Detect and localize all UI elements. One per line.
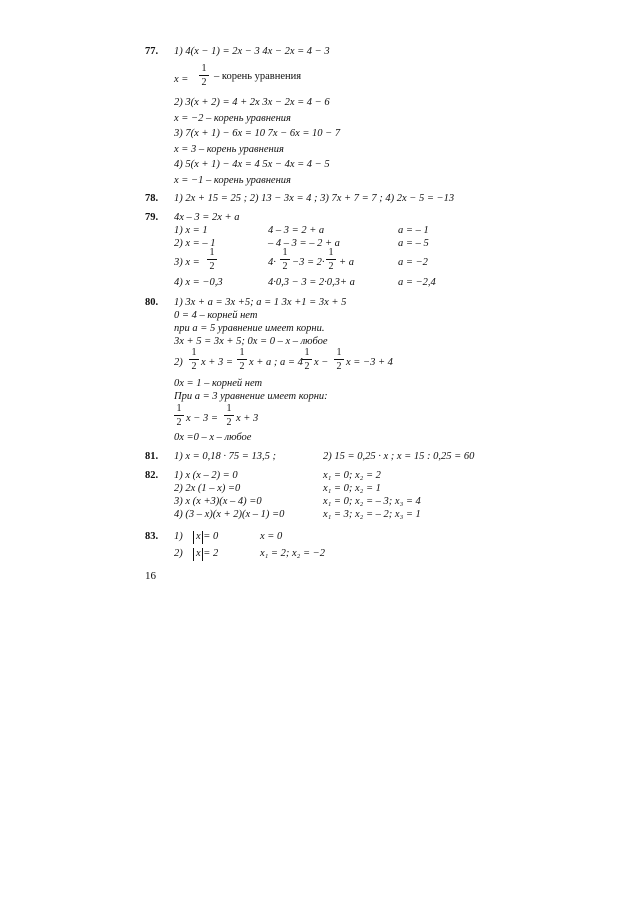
p81-part2: 2) 15 = 0,25 · x ; x = 15 : 0,25 = 60 bbox=[323, 451, 475, 462]
p77-line1-tail: – корень уравнения bbox=[214, 71, 302, 82]
p82-r3-eq: 3) x (x +3)(x – 4) =0 bbox=[174, 496, 262, 507]
p77-frac-num: 1 bbox=[201, 63, 207, 74]
p82-r3-ans: x₁ = 0; x₂ = – 3; x₃ = 4 bbox=[323, 496, 421, 507]
p79-r3-frac3-bar bbox=[326, 259, 336, 260]
p80-l1: 1) 3x + a = 3x +5; a = 1 3x +1 = 3x + 5 bbox=[174, 297, 347, 308]
p77-line3-root: x = 3 – корень уравнения bbox=[174, 144, 284, 155]
p80-l5b: x + 3 = bbox=[201, 357, 233, 368]
p79-header: 4x – 3 = 2x + a bbox=[174, 212, 240, 223]
p77-line3: 3) 7(x + 1) − 6x = 10 7x − 6x = 10 − 7 bbox=[174, 128, 341, 139]
p79-r4-c3: a = −2,4 bbox=[398, 277, 436, 288]
p79-r4-c2: 4·0,3 − 3 = 2·0,3+ a bbox=[268, 277, 355, 288]
p80-l5-frac4-den: 2 bbox=[336, 361, 342, 372]
p80-l5-frac4-bar bbox=[334, 359, 344, 360]
p80-l2: 0 = 4 – корней нет bbox=[174, 310, 258, 321]
p77-frac-den: 2 bbox=[201, 77, 207, 88]
problem-number-83: 83. bbox=[145, 531, 159, 542]
p79-r3-c2c: + a bbox=[339, 257, 354, 268]
p80-l5-frac1-den: 2 bbox=[191, 361, 197, 372]
p80-l8-frac2-num: 1 bbox=[226, 403, 232, 414]
p77-frac-bar bbox=[199, 75, 209, 76]
p77-line4: 4) 5(x + 1) − 4x = 4 5x − 4x = 4 − 5 bbox=[174, 159, 330, 170]
p80-l8-frac2-den: 2 bbox=[226, 417, 232, 428]
p79-r4-c1: 4) x = −0,3 bbox=[174, 277, 223, 288]
p77-line2-root: x = −2 – корень уравнения bbox=[174, 113, 291, 124]
p80-l3: при a = 5 уравнение имеет корни. bbox=[174, 323, 325, 334]
p82-r2-ans: x₁ = 0; x₂ = 1 bbox=[323, 483, 381, 494]
p79-r1-c2: 4 – 3 = 2 + a bbox=[268, 225, 325, 236]
p82-r1-eq: 1) x (x – 2) = 0 bbox=[174, 470, 238, 481]
p80-l8-frac1-bar bbox=[174, 415, 184, 416]
p79-r3-c2b: −3 = 2· bbox=[292, 257, 325, 268]
p80-l5-frac2-num: 1 bbox=[239, 347, 245, 358]
p83-r1-abs-left bbox=[193, 531, 194, 544]
p80-l7: При a = 3 уравнение имеет корни: bbox=[174, 391, 328, 402]
p77-line2: 2) 3(x + 2) = 4 + 2x 3x − 2x = 4 − 6 bbox=[174, 97, 330, 108]
p79-r3-c2a: 4· bbox=[268, 257, 276, 268]
p80-l5-frac1-bar bbox=[189, 359, 199, 360]
p80-l5-frac3-den: 2 bbox=[304, 361, 310, 372]
p79-r3-frac3-den: 2 bbox=[328, 261, 334, 272]
p81-part1: 1) x = 0,18 · 75 = 13,5 ; bbox=[174, 451, 276, 462]
p80-l5-frac1-num: 1 bbox=[191, 347, 197, 358]
p79-r3-frac2-bar bbox=[280, 259, 290, 260]
p83-r1-ans: x = 0 bbox=[260, 531, 283, 542]
problem-number-82: 82. bbox=[145, 470, 159, 481]
p80-l5e: x = −3 + 4 bbox=[346, 357, 393, 368]
p80-l8b: x + 3 bbox=[236, 413, 259, 424]
p80-l5-frac3-bar bbox=[302, 359, 312, 360]
p83-r2-ans: x₁ = 2; x₂ = −2 bbox=[260, 548, 325, 559]
p80-l5a: 2) bbox=[174, 357, 183, 368]
p77-line1: 1) 4(x − 1) = 2x − 3 4x − 2x = 4 − 3 bbox=[174, 46, 330, 57]
p77-line1-lhs: x = bbox=[174, 74, 189, 85]
p82-r4-ans: x₁ = 3; x₂ = – 2; x₃ = 1 bbox=[323, 509, 421, 520]
p83-r2-eq: x = 2 bbox=[196, 548, 219, 559]
page-number: 16 bbox=[145, 570, 156, 582]
p83-r1-eq: x = 0 bbox=[196, 531, 219, 542]
p80-l5-frac2-bar bbox=[237, 359, 247, 360]
p79-r2-c1: 2) x = – 1 bbox=[174, 238, 216, 249]
p80-l5-frac2-den: 2 bbox=[239, 361, 245, 372]
p80-l5d: x − bbox=[314, 357, 329, 368]
problem-number-78: 78. bbox=[145, 193, 159, 204]
problem-number-79: 79. bbox=[145, 212, 159, 223]
problem-number-80: 80. bbox=[145, 297, 159, 308]
p80-l9: 0x =0 – x – любое bbox=[174, 432, 252, 443]
p83-r1-label: 1) bbox=[174, 531, 183, 542]
p77-line4-root: x = −1 – корень уравнения bbox=[174, 175, 291, 186]
p79-r3-frac3-num: 1 bbox=[328, 247, 334, 258]
problem-number-81: 81. bbox=[145, 451, 159, 462]
p79-r3-frac1-num: 1 bbox=[209, 247, 215, 258]
p80-l8-frac2-bar bbox=[224, 415, 234, 416]
problem-number-77: 77. bbox=[145, 46, 159, 57]
p82-r2-eq: 2) 2x (1 – x) =0 bbox=[174, 483, 241, 494]
p79-r3-frac2-num: 1 bbox=[282, 247, 288, 258]
p79-r2-c2: – 4 – 3 = – 2 + a bbox=[268, 238, 340, 249]
p79-r1-c1: 1) x = 1 bbox=[174, 225, 208, 236]
p79-r2-c3: a = – 5 bbox=[398, 238, 429, 249]
p80-l5-frac3-num: 1 bbox=[304, 347, 310, 358]
p78-line: 1) 2x + 15 = 25 ; 2) 13 − 3x = 4 ; 3) 7x + 7 = 7 ; 4) 2x − 5 = −13 bbox=[174, 193, 455, 204]
p80-l8a: x − 3 = bbox=[186, 413, 218, 424]
p79-r1-c3: a = – 1 bbox=[398, 225, 429, 236]
p79-r3-frac1-den: 2 bbox=[209, 261, 215, 272]
p79-r3-c3: a = −2 bbox=[398, 257, 428, 268]
p79-r3-frac2-den: 2 bbox=[282, 261, 288, 272]
p80-l6: 0x = 1 – корней нет bbox=[174, 378, 263, 389]
p83-r2-label: 2) bbox=[174, 548, 183, 559]
p79-r3-frac1-bar bbox=[207, 259, 217, 260]
p80-l5-frac4-num: 1 bbox=[336, 347, 342, 358]
p82-r1-ans: x₁ = 0; x₂ = 2 bbox=[323, 470, 381, 481]
p82-r4-eq: 4) (3 – x)(x + 2)(x – 1) =0 bbox=[174, 509, 285, 520]
p80-l8-frac1-den: 2 bbox=[176, 417, 182, 428]
p83-r2-abs-left bbox=[193, 548, 194, 561]
p79-r3-c1: 3) x = bbox=[174, 257, 200, 268]
p80-l8-frac1-num: 1 bbox=[176, 403, 182, 414]
p80-l4: 3x + 5 = 3x + 5; 0x = 0 – x – любое bbox=[174, 336, 328, 347]
p80-l5c: x + a ; a = 4 bbox=[249, 357, 303, 368]
